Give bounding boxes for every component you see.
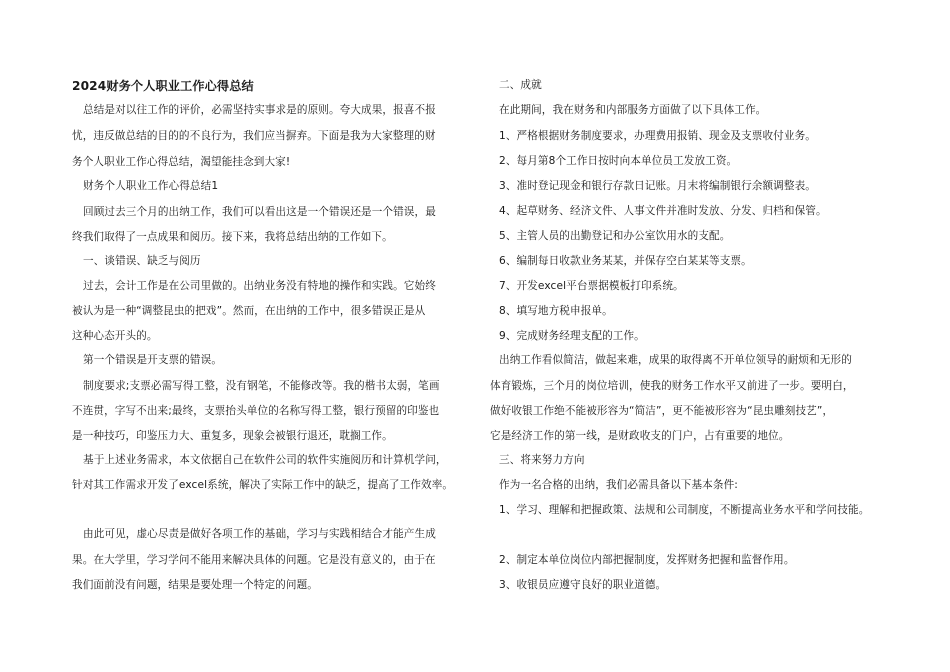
document-title: 2024财务个人职业工作心得总结 — [72, 79, 254, 93]
paragraph-line: 过去，会计工作是在公司里做的。出纳业务没有特地的操作和实践。它始终 — [83, 280, 436, 292]
section-heading: 三、将来努力方向 — [499, 454, 585, 466]
list-item: 9、完成财务经理支配的工作。 — [499, 330, 645, 342]
paragraph-line: 它是经济工作的第一线，是财政收支的门户，占有重要的地位。 — [490, 430, 790, 442]
paragraph-line: 回顾过去三个月的出纳工作，我们可以看出这是一个错误还是一个错误，最 — [83, 206, 436, 218]
list-item: 2、制定本单位岗位内部把握制度，发挥财务把握和监督作用。 — [499, 554, 795, 566]
paragraph-line: 作为一名合格的出纳，我们必需具备以下基本条件: — [499, 479, 738, 491]
list-item: 5、主管人员的出勤登记和办公室饮用水的支配。 — [499, 230, 731, 242]
list-item: 3、准时登记现金和银行存款日记账。月末将编制银行余额调整表。 — [499, 180, 816, 192]
section-heading: 二、成就 — [499, 79, 542, 91]
paragraph-line: 不连贯，字写不出来;最终，支票抬头单位的名称写得工整，银行预留的印鉴也 — [72, 405, 440, 417]
paragraph-line: 被认为是一种“调整昆虫的把戏”。然而，在出纳的工作中，很多错误正是从 — [72, 305, 426, 317]
paragraph-line: 针对其工作需求开发了excel系统，解决了实际工作中的缺乏，提高了工作效率。 — [72, 479, 454, 491]
paragraph-line: 第一个错误是开支票的错误。 — [83, 354, 223, 366]
list-item: 6、编制每日收款业务某某，并保存空白某某等支票。 — [499, 255, 752, 267]
paragraph-line: 这种心态开头的。 — [72, 330, 158, 342]
list-item: 2、每月第8个工作日按时向本单位员工发放工资。 — [499, 155, 738, 167]
paragraph-line: 做好收银工作绝不能被形容为“简洁”，更不能被形容为“昆虫雕刻技艺”， — [490, 405, 834, 417]
paragraph-line: 出纳工作看似简洁，做起来难，成果的取得离不开单位领导的耐烦和无形的 — [499, 354, 852, 366]
section-heading: 一、谈错误、缺乏与阅历 — [83, 255, 201, 267]
section-heading: 财务个人职业工作心得总结1 — [83, 180, 219, 192]
paragraph-line: 终我们取得了一点成果和阅历。接下来，我将总结出纳的工作如下。 — [72, 231, 393, 243]
list-item: 1、严格根据财务制度要求，办理费用报销、现金及支票收付业务。 — [499, 130, 816, 142]
paragraph-line: 果。在大学里，学习学问不能用来解决具体的问题。它是没有意义的，由于在 — [72, 554, 436, 566]
list-item: 1、学习、理解和把握政策、法规和公司制度，不断提高业务水平和学问技能。 — [499, 504, 870, 516]
paragraph-line: 我们面前没有问题，结果是要处理一个特定的问题。 — [72, 579, 318, 591]
paragraph-line: 忧，违反做总结的目的的不良行为，我们应当摒弃。下面是我为大家整理的财 — [72, 130, 436, 142]
paragraph-line: 由此可见，虚心尽责是做好各项工作的基础，学习与实践相结合才能产生成 — [83, 528, 436, 540]
paragraph-line: 在此期间，我在财务和内部服务方面做了以下具体工作。 — [499, 104, 767, 116]
paragraph-line: 总结是对以往工作的评价，必需坚持实事求是的原则。夸大成果，报喜不报 — [83, 104, 436, 116]
paragraph-line: 是一种技巧，印鉴压力大、重复多，现象会被银行退还，耽搁工作。 — [72, 430, 393, 442]
list-item: 4、起草财务、经济文件、人事文件并准时发放、分发、归档和保管。 — [499, 205, 827, 217]
list-item: 7、开发excel平台票据模板打印系统。 — [499, 280, 684, 292]
paragraph-line: 制度要求;支票必需写得工整，没有钢笔，不能修改等。我的楷书太弱，笔画 — [83, 380, 440, 392]
paragraph-line: 体育锻炼，三个月的岗位培训，使我的财务工作水平又前进了一步。要明白， — [490, 380, 854, 392]
list-item: 3、收银员应遵守良好的职业道德。 — [499, 579, 667, 591]
list-item: 8、填写地方税申报单。 — [499, 305, 613, 317]
paragraph-line: 基于上述业务需求，本文依据自己在软件公司的软件实施阅历和计算机学问， — [83, 454, 447, 466]
paragraph-line: 务个人职业工作心得总结，渴望能挂念到大家! — [72, 156, 291, 168]
